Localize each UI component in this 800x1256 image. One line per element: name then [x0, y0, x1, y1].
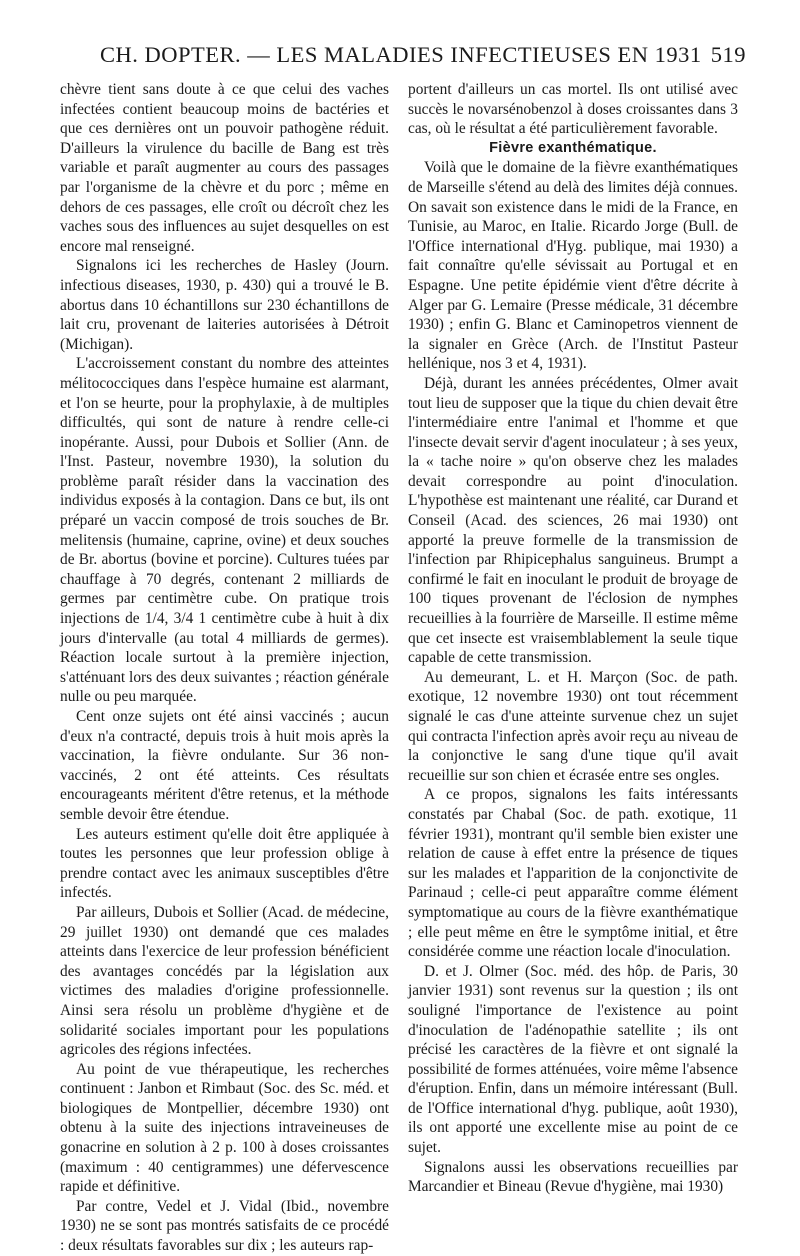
paragraph: Par contre, Vedel et J. Vidal (Ibid., novembre 1930) ne se sont pas montrés satisfaits de ce procédé : deux résultats favorables sur dix ; les auteurs rap-: [60, 1197, 389, 1255]
paragraph: Cent onze sujets ont été ainsi vaccinés ; aucun d'eux n'a contracté, depuis trois à huit mois après la vaccination, la fièvre ondulante. Sur 36 non-vaccinés, 2 ont été atteints. Ces résultats encourageants méritent d'être retenus, et la méthode semble devoir être étendue.: [60, 708, 389, 823]
paragraph: Déjà, durant les années précédentes, Olmer avait tout lieu de supposer que la tique du chien devait être l'intermédiaire entre l'animal et l'homme et que l'insecte devait servir d'agent inoculateur ; à ses yeux, la « tache noire » qu'on observe chez les malades devait correspondre au point d'inoculation. L'hypothèse est maintenant une réalité, car Durand et Conseil (Acad. des sciences, 26 mai 1930) ont apporté la preuve formelle de la transmission de l'infection par Rhipicephalus sanguineus. Brumpt a confirmé le fait en inoculant le produit de broyage de 100 tiques provenant de l'éclosion de nymphes recueillies à la fourrière de Marseille. Il estime même que cet insecte est vraisemblablement la seule tique capable de cette transmission.: [408, 374, 738, 667]
paragraph: Au demeurant, L. et H. Marçon (Soc. de path. exotique, 12 novembre 1930) ont tout récemment signalé le cas d'une atteinte survenue chez un sujet qui contracta l'infection après avoir reçu au niveau de la conjonctive le sang d'une tique qu'il avait recueillie sur son chien et écrasée entre ses ongles.: [408, 668, 738, 784]
paragraph: Voilà que le domaine de la fièvre exanthématiques de Marseille s'étend au delà des limites déjà connues. On savait son existence dans le midi de la France, en Tunisie, au Maroc, en Italie. Ricardo Jorge (Bull. de l'Office international d'Hyg. publique, mai 1930) a fait connaître qu'elle sévissait au Portugal et en Espagne. Une petite épidémie vient d'être décrite à Alger par G. Lemaire (Presse médicale, 31 décembre 1930) ; enfin G. Blanc et Caminopetros viennent de la signaler en Grèce (Arch. de l'Institut Pasteur hellénique, nos 3 et 4, 1931).: [408, 159, 738, 373]
section-title: Fièvre exanthématique.: [489, 139, 657, 156]
page-number: 519: [710, 42, 746, 67]
paragraph: Les auteurs estiment qu'elle doit être appliquée à toutes les personnes que leur profession oblige à prendre contact avec les animaux susceptibles d'être infectés.: [60, 825, 389, 902]
paragraph: L'accroissement constant du nombre des atteintes mélitococciques dans l'espèce humaine est alarmant, et l'on se heurte, pour la prophylaxie, à de multiples difficultés, qui sont de nature à rendre celle-ci inopérante. Aussi, pour Dubois et Sollier (Ann. de l'Inst. Pasteur, novembre 1930), la solution du problème paraît résider dans la vaccination des individus exposés à la contagion. Dans ce but, ils ont préparé un vaccin composé de trois souches de Br. melitensis (humaine, caprine, ovine) et deux souches de Br. abortus (bovine et porcine). Cultures tuées par chauffage à 70 degrés, contenant 2 milliards de germes par centimètre cube. On pratique trois injections de 1/4, 3/4 1 centimètre cube à huit à dix jours d'intervalle (au total 4 milliards de germes). Réaction locale surtout à la première injection, s'atténuant lors des deux suivantes ; réaction générale nulle ou peu marquée.: [60, 355, 389, 706]
running-title: CH. DOPTER. — LES MALADIES INFECTIEUSES EN 1931: [100, 42, 702, 67]
paragraph: Par ailleurs, Dubois et Sollier (Acad. de médecine, 29 juillet 1930) ont demandé que ces malades atteints dans l'exercice de leur profession bénéficient des avantages concédés par la législation aux victimes des maladies d'origine professionnelle. Ainsi sera résolu un problème d'hygiène et de solidarité sociales important pour les populations agricoles des régions infectées.: [60, 903, 389, 1059]
paragraph: A ce propos, signalons les faits intéressants constatés par Chabal (Soc. de path. exotique, 11 février 1931), montrant qu'il semble bien exister une relation de cause à effet entre la présence de tiques sur les malades et l'apparition de la conjonctivite de Parinaud ; celle-ci peut apparaître comme élément symptomatique au cours de la fièvre exanthématique ; elle peut même en être le symptôme initial, et être considérée comme une réaction locale d'inoculation.: [408, 786, 738, 961]
left-column: [60, 80, 389, 1256]
paragraph: Au point de vue thérapeutique, les recherches continuent : Janbon et Rimbaut (Soc. des Sc. méd. et biologiques de Montpellier, décembre 1930) ont obtenu à la suite des injections intraveineuses de gonacrine en solution à 2 p. 100 à doses croissantes (maximum : 40 centigrammes) une défervescence rapide et définitive.: [60, 1060, 389, 1196]
paragraph: D. et J. Olmer (Soc. méd. des hôp. de Paris, 30 janvier 1931) sont revenus sur la question ; ils ont souligné l'importance de l'existence au point d'inoculation de l'adénopathie satellite ; ils ont précisé les caractères de la fièvre et ont signalé la possibilité de formes atténuées, voire même l'absence d'éruption. Enfin, dans un mémoire intéressant (Bull. de l'Office international d'hyg. publique, août 1930), ils ont apporté une excellente mise au point de ce sujet.: [408, 962, 738, 1157]
paragraph: chèvre tient sans doute à ce que celui des vaches infectées contient beaucoup moins de bactéries et que ces dernières ont un pouvoir pathogène réduit. D'ailleurs la virulence du bacille de Bang est très variable et paraît augmenter au cours des passages par l'organisme de la chèvre et du porc ; même en dehors de ces passages, elle croît ou décroît chez les vaches sous des influences au sujet desquelles on est encore mal renseigné.: [60, 81, 389, 255]
paragraph-continuation: portent d'ailleurs un cas mortel. Ils ont utilisé avec succès le novarsénobenzol à doses croissantes dans 3 cas, où le résultat a été particulièrement favorable.: [408, 81, 738, 138]
paragraph: Signalons aussi les observations recueillies par Marcandier et Bineau (Revue d'hygiène, mai 1930): [408, 1158, 738, 1196]
paragraph: Signalons ici les recherches de Hasley (Journ. infectious diseases, 1930, p. 430) qui a trouvé le B. abortus dans 10 échantillons sur 230 échantillons de lait cru, provenant de laiteries autorisées à Détroit (Michigan).: [60, 257, 389, 353]
running-header: [56, 42, 746, 72]
right-column: [408, 80, 738, 1197]
